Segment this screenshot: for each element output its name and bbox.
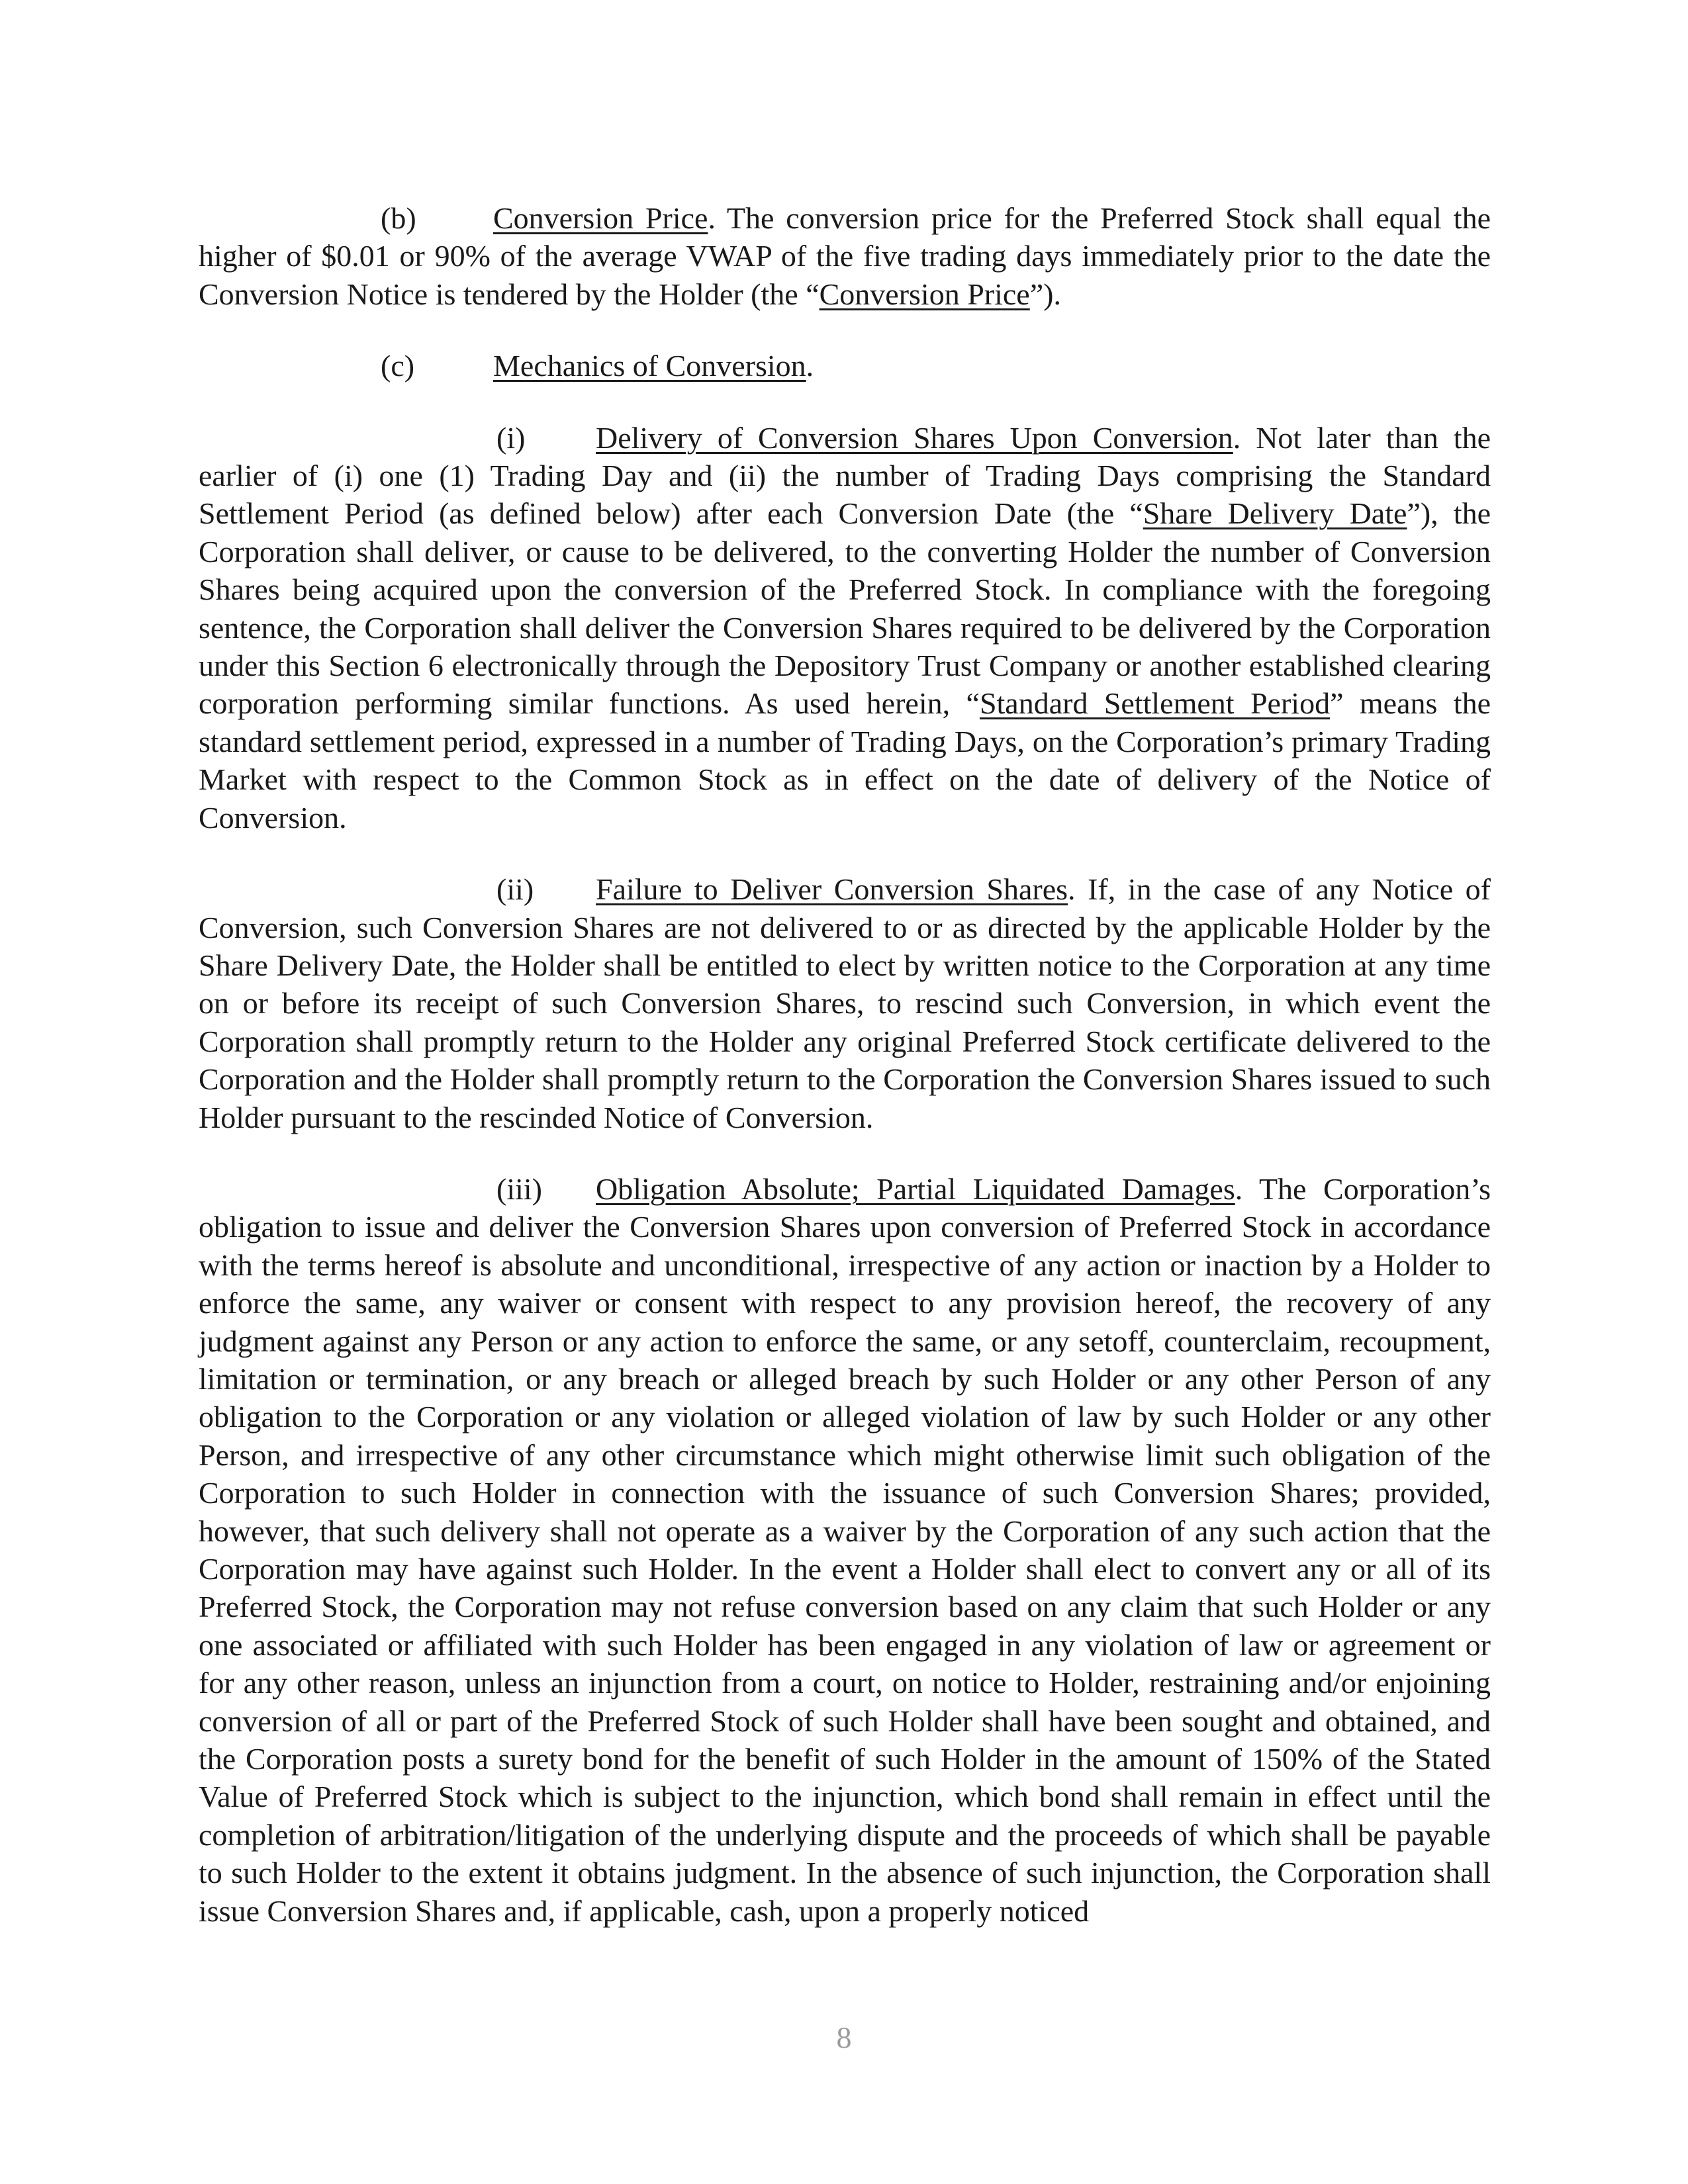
subsection-number: (i): [496, 420, 526, 455]
defined-term: Conversion Price: [819, 277, 1030, 311]
subsection-iii-obligation-absolute: [199, 1170, 1491, 1930]
defined-term: Share Delivery Date: [1143, 496, 1407, 531]
page-number: 8: [836, 2021, 852, 2054]
subsection-text: . If, in the case of any Notice of Conversion, such Conversion Shares are not delivered to or as directed by the applicable Holder by the Share Delivery Date, the Holder shall be entitled to elect by written notice to the Corporation at any time on or before its receipt of such Conversion Shares, to rescind such Conversion, in which event the Corporation shall promptly return to the Holder any original Preferred Stock certificate delivered to the Corporation and the Holder shall promptly return to the Corporation the Conversion Shares issued to such Holder pursuant to the rescinded Notice of Conversion.: [199, 872, 1491, 1134]
subsection-heading: Delivery of Conversion Shares Upon Conversion: [596, 420, 1233, 455]
subsection-number: (iii): [496, 1171, 542, 1206]
section-text: . The conversion price for the Preferred Stock shall equal the higher of $0.01 or 90% of the average VWAP of the five trading days immediately prior to the date the Conversion Notice is tendered by the Holder (the “: [199, 201, 1491, 311]
defined-term: Standard Settlement Period: [979, 686, 1331, 721]
section-heading: Conversion Price: [493, 201, 708, 235]
subsection-number: (ii): [496, 872, 534, 907]
subsection-text: ” means the standard settlement period, expressed in a number of Trading Days, on the Corporation’s primary Trading Market with respect to the Common Stock as in effect on the date of delivery of the Notice of Conversion.: [199, 686, 1491, 835]
subsection-text: ”), the Corporation shall deliver, or cause to be delivered, to the converting Holder the number of Conversion Shares being acquired upon the conversion of the Preferred Stock. In compliance with the foregoing sentence, the Corporation shall deliver the Conversion Shares required to be delivered by the Corporation under this Section 6 electronically through the Depository Trust Company or another established clearing corporation performing similar functions. As used herein, “: [199, 496, 1491, 721]
subsection-heading: Obligation Absolute; Partial Liquidated Damages: [596, 1171, 1235, 1206]
section-number: (c): [381, 349, 415, 383]
section-c-mechanics-of-conversion: [199, 347, 1491, 385]
section-text: ”).: [1029, 277, 1061, 311]
section-heading: Mechanics of Conversion: [493, 349, 806, 383]
document-body: [199, 199, 1491, 1930]
subsection-i-delivery: [199, 419, 1491, 837]
section-number: (b): [381, 201, 416, 235]
subsection-text: . Not later than the earlier of (i) one (1) Trading Day and (ii) the number of Trading Days comprising the Standard Settlement Period (as defined below) after each Conversion Date (the “: [199, 420, 1491, 531]
subsection-ii-failure-to-deliver: [199, 870, 1491, 1136]
subsection-text: . The Corporation’s obligation to issue and deliver the Conversion Shares upon conversion of Preferred Stock in accordance with the terms hereof is absolute and unconditional, irrespective of any action or inaction by a Holder to enforce the same, any waiver or consent with respect to any provision hereof, the recovery of any judgment against any Person or any action to enforce the same, or any setoff, counterclaim, recoupment, limitation or termination, or any breach or alleged breach by such Holder or any other Person of any obligation to the Corporation or any violation or alleged violation of law by such Holder or any other Person, and irrespective of any other circumstance which might otherwise limit such obligation of the Corporation to such Holder in connection with the issuance of such Conversion Shares; provided, however, that such delivery shall not operate as a waiver by the Corporation of any such action that the Corporation may have against such Holder. In the event a Holder shall elect to convert any or all of its Preferred Stock, the Corporation may not refuse conversion based on any claim that such Holder or any one associated or affiliated with such Holder has been engaged in any violation of law or agreement or for any other reason, unless an injunction from a court, on notice to Holder, restraining and/or enjoining conversion of all or part of the Preferred Stock of such Holder shall have been sought and obtained, and the Corporation posts a surety bond for the benefit of such Holder in the amount of 150% of the Stated Value of Preferred Stock which is subject to the injunction, which bond shall remain in effect until the completion of arbitration/litigation of the underlying dispute and the proceeds of which shall be payable to such Holder to the extent it obtains judgment. In the absence of such injunction, the Corporation shall issue Conversion Shares and, if applicable, cash, upon a properly noticed: [199, 1171, 1491, 1928]
subsection-heading: Failure to Deliver Conversion Shares: [596, 872, 1068, 907]
section-b-conversion-price: [199, 199, 1491, 313]
section-text: .: [806, 349, 814, 383]
